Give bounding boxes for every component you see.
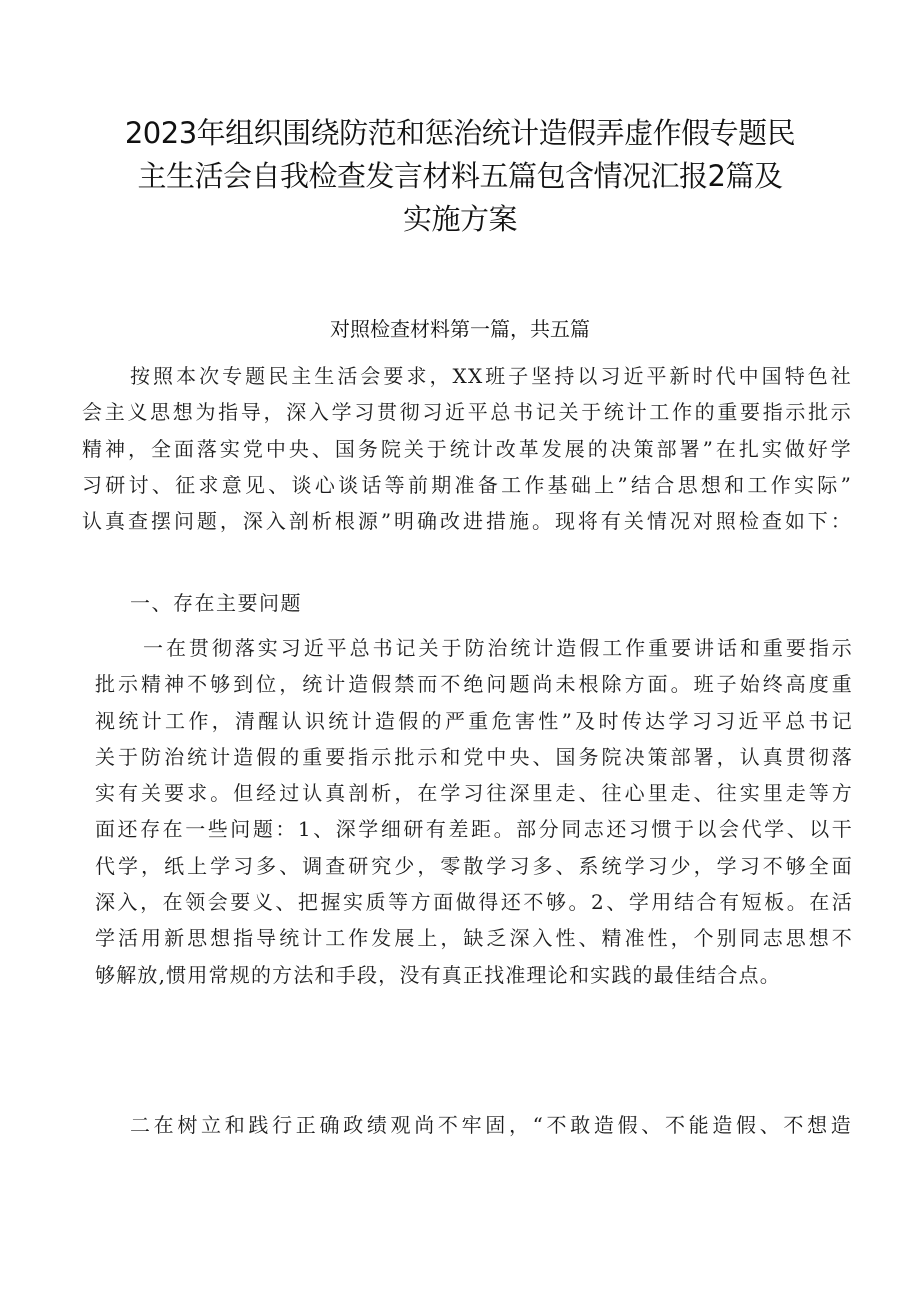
title-line-3: 实施方案 bbox=[402, 202, 517, 236]
problem-paragraph-2 bbox=[130, 1107, 852, 1143]
paragraph-line: 代学，纸上学习多、调查研究少，零散学习多、系统学习少，学习不够全面 bbox=[95, 853, 853, 878]
section-heading: 一、存在主要问题 bbox=[130, 591, 302, 615]
paragraph-line: 按照本次专题民主生活会要求，XX班子坚持以习近平新时代中国特色社 bbox=[130, 364, 852, 388]
problem-paragraph-1 bbox=[95, 630, 853, 993]
paragraph-line: 视统计工作，清醒认识统计造假的严重危害性”及时传达学习习近平总书记 bbox=[95, 708, 853, 733]
paragraph-line: 习研讨、征求意见、谈心谈话等前期准备工作基础上”结合思想和工作实际” bbox=[82, 472, 852, 497]
paragraph-line: 批示精神不够到位，统计造假禁而不绝问题尚未根除方面。班子始终高度重 bbox=[95, 672, 853, 697]
paragraph-line: 学活用新思想指导统计工作发展上，缺乏深入性、精准性，个别同志思想不 bbox=[95, 926, 853, 951]
document-subtitle: 对照检查材料第一篇，共五篇 bbox=[330, 317, 590, 341]
paragraph-line: 面还存在一些问题：1、深学细研有差距。部分同志还习惯于以会代学、以干 bbox=[95, 817, 853, 842]
paragraph-line: 精神，全面落实党中央、国务院关于统计改革发展的决策部署”在扎实做好学 bbox=[82, 436, 852, 461]
paragraph-line: 二在树立和践行正确政绩观尚不牢固，“不敢造假、不能造假、不想造 bbox=[130, 1113, 852, 1137]
document-title bbox=[90, 112, 830, 241]
intro-paragraph bbox=[82, 358, 852, 539]
paragraph-line: 认真查摆问题，深入剖析根源”明确改进措施。现将有关情况对照检查如下： bbox=[82, 509, 852, 534]
title-line-2: 主生活会自我检查发言材料五篇包含情况汇报2篇及 bbox=[137, 159, 783, 193]
paragraph-line: 够解放,惯用常规的方法和手段，没有真正找准理论和实践的最佳结合点。 bbox=[95, 962, 781, 987]
paragraph-line: 实有关要求。但经过认真剖析，在学习往深里走、往心里走、往实里走等方 bbox=[95, 781, 853, 806]
paragraph-line: 会主义思想为指导，深入学习贯彻习近平总书记关于统计工作的重要指示批示 bbox=[82, 400, 852, 425]
title-line-1: 2023年组织围绕防范和惩治统计造假弄虚作假专题民 bbox=[124, 116, 796, 150]
paragraph-line: 深入，在领会要义、把握实质等方面做得还不够。2、学用结合有短板。在活 bbox=[95, 890, 853, 915]
paragraph-line: 关于防治统计造假的重要指示批示和党中央、国务院决策部署，认真贯彻落 bbox=[95, 744, 853, 769]
paragraph-line: 一在贯彻落实习近平总书记关于防治统计造假工作重要讲话和重要指示 bbox=[143, 636, 853, 660]
